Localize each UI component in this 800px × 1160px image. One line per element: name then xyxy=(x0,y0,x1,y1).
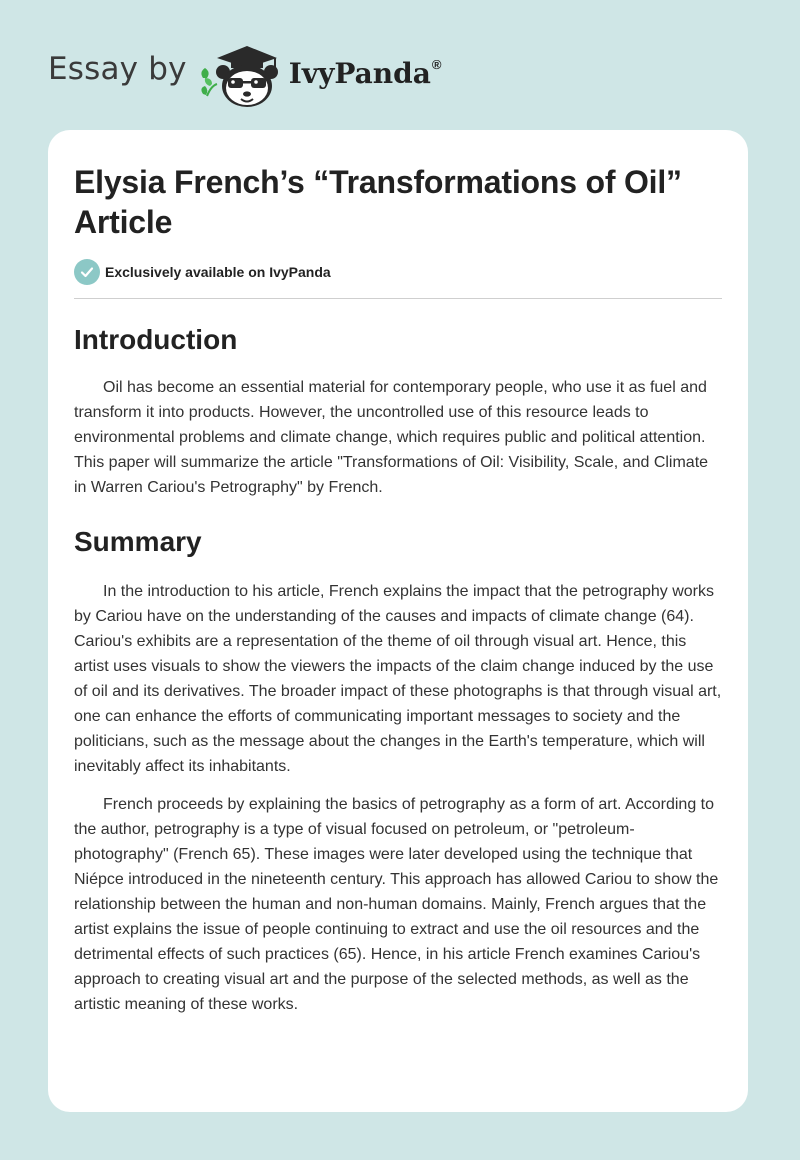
ivy-leaf-icon xyxy=(201,68,217,96)
brand-name[interactable]: IvyPanda® xyxy=(288,56,442,90)
section-heading-introduction: Introduction xyxy=(74,324,238,355)
checkmark-icon xyxy=(74,259,100,285)
section-heading-summary: Summary xyxy=(74,526,202,557)
article-card xyxy=(48,130,748,1112)
site-header xyxy=(48,32,441,112)
divider xyxy=(74,298,722,299)
exclusive-badge xyxy=(74,259,722,285)
paragraph: Oil has become an essential material for contemporary people, who use it as fuel and transform it into products. However, the uncontrolled use of this resource leads to environmental problems and climate change, which requires public and political attention. This paper will summarize the article "Transformations of Oil: Visibility, Scale, and Climate in Warren Cariou's Petrography" by French. xyxy=(74,379,709,496)
badge-label: Exclusively available on IvyPanda xyxy=(105,264,331,280)
panda-logo-icon[interactable] xyxy=(197,34,287,110)
paragraph: In the introduction to his article, French explains the impact that the petrography works by Cariou have on the understanding of the causes and impacts of climate change (64). Cariou's exhibits are a representation of the theme of oil through visual art. Hence, this artist uses visuals to show the viewers the impacts of the claim change induced by the use of oil and its derivatives. The broader impact of these photographs is that through visual art, one can enhance the efforts of communicating important messages to society and the politicians, such as the message about the changes in the Earth's temperature, which will inevitably affect its inhabitants. xyxy=(74,583,722,775)
essay-by-label: Essay by xyxy=(48,51,187,87)
article-title: Elysia French’s “Transformations of Oil” Article xyxy=(74,164,682,240)
registered-mark: ® xyxy=(431,56,442,72)
paragraph: French proceeds by explaining the basics of petrography as a form of art. According to the author, petrography is a type of visual focused on petroleum, or "petroleum-photography" (French 65). These images were later developed using the technique that Niépce introduced in the nineteenth century. This approach has allowed Cariou to show the relationship between the human and non-human domains. Mainly, French argues that the artist explains the issue of people continuing to extract and use the oil resources and the detrimental effects of such practices (65). Hence, in his article French examines Cariou's approach to creating visual art and the purpose of the selected methods, as well as the artistic meaning of these works. xyxy=(74,796,719,1013)
